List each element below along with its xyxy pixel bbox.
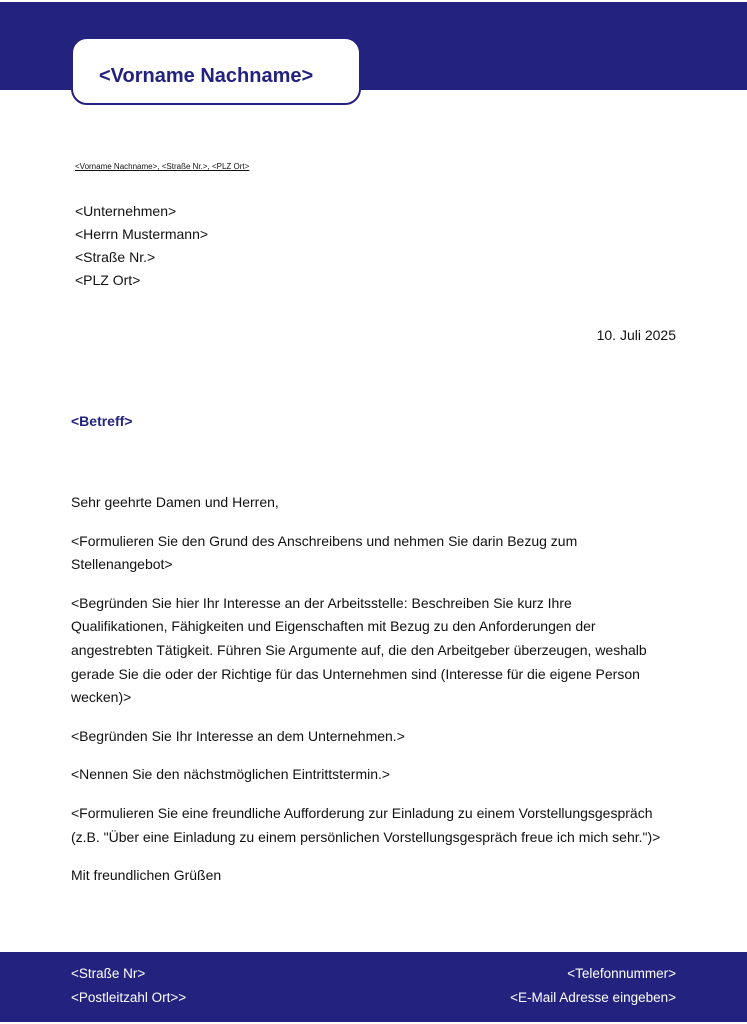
sender-address-line: <Vorname Nachname>, <Straße Nr.>, <PLZ Ort>	[75, 162, 250, 171]
paragraph-qualifications: <Begründen Sie hier Ihr Interesse an der Arbeitsstelle: Beschreiben Sie kurz Ihre Qualifikationen, Fähigkeiten und Eigenschaften mit Bezug zu den Anforderungen der angestrebten Tätigkeit. Führen Sie Argumente auf, die den Arbeitgeber überzeugen, weshalb gerade Sie die oder der Richtige für das Unternehmen sind (Interesse für die eigene Person wecken)>	[71, 594, 647, 706]
letter-body	[71, 491, 671, 903]
paragraph-reason: <Formulieren Sie den Grund des Anschreibens und nehmen Sie darin Bezug zum Stellenangebot>	[71, 532, 578, 573]
paragraph-start-date: <Nennen Sie den nächstmöglichen Eintrittstermin.>	[71, 766, 391, 783]
paragraph-company-interest: <Begründen Sie Ihr Interesse an dem Unternehmen.>	[71, 727, 405, 744]
footer-contact	[510, 962, 676, 1010]
recipient-street: <Straße Nr.>	[75, 249, 156, 265]
recipient-city: <PLZ Ort>	[75, 272, 141, 288]
closing: Mit freundlichen Grüßen	[71, 867, 222, 884]
footer-address	[71, 962, 186, 1010]
footer-email: <E-Mail Adresse eingeben>	[510, 990, 676, 1005]
paragraph-interview-request: <Formulieren Sie eine freundliche Aufforderung zur Einladung zu einem Vorstellungsgespräch (z.B. "Über eine Einladung zu einem persönlichen Vorstellungsgespräch freue ich mich sehr.")>	[71, 804, 661, 845]
subject-line: <Betreff>	[71, 413, 133, 429]
salutation: Sehr geehrte Damen und Herren,	[71, 494, 279, 510]
recipient-company: <Unternehmen>	[75, 203, 177, 219]
footer-city: <Postleitzahl Ort>>	[71, 990, 187, 1005]
recipient-person: <Herrn Mustermann>	[75, 226, 209, 242]
footer-street: <Straße Nr>	[71, 966, 146, 981]
letter-date: 10. Juli 2025	[596, 327, 676, 343]
recipient-address	[75, 200, 208, 292]
sender-name: <Vorname Nachname>	[99, 65, 314, 87]
name-box	[71, 37, 361, 105]
footer-band	[0, 952, 747, 1022]
footer-phone: <Telefonnummer>	[567, 966, 676, 981]
